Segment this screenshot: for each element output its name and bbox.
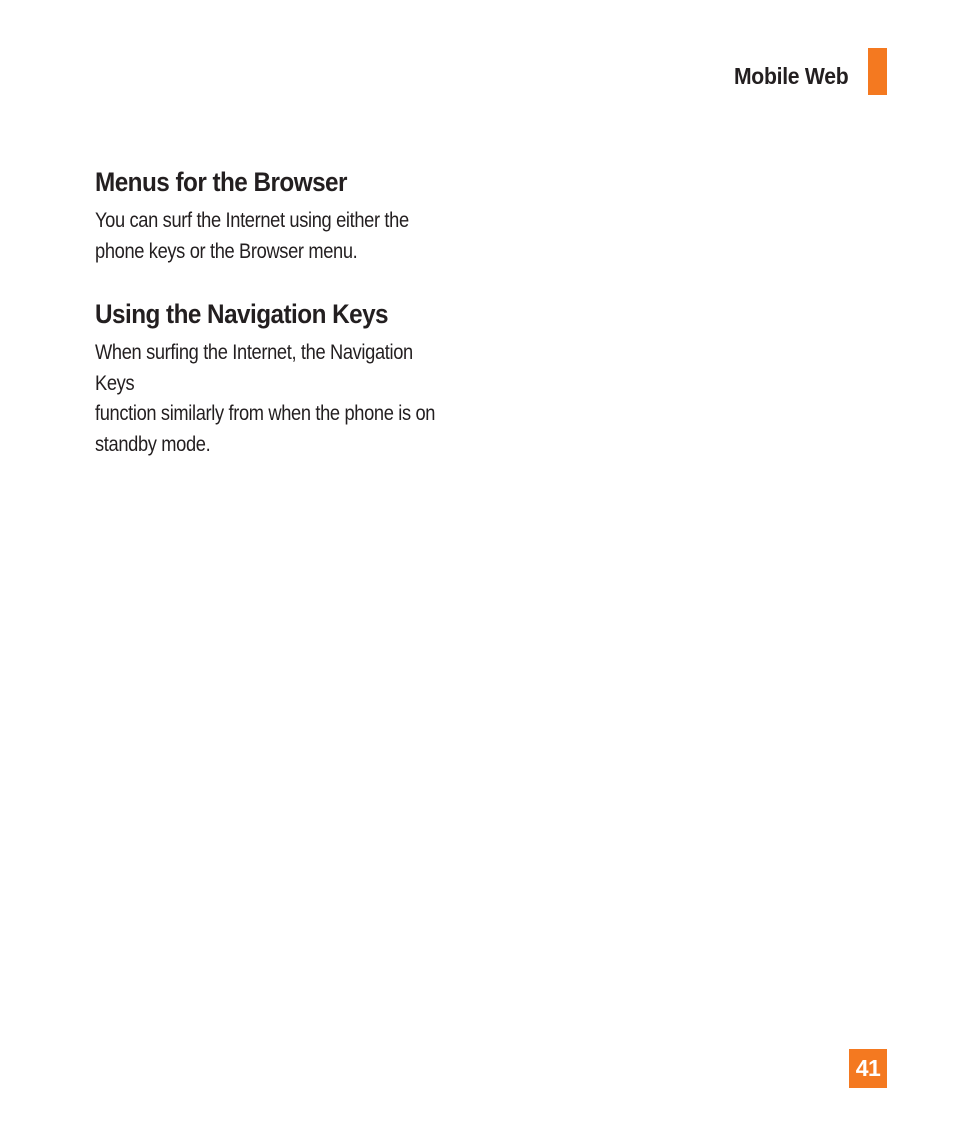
section-menus-for-browser (95, 163, 515, 267)
section-using-navigation-keys (95, 295, 515, 460)
section-title: Menus for the Browser (95, 167, 347, 197)
page-content (95, 163, 515, 460)
body-line: function similarly from when the phone is on (95, 402, 436, 425)
section-title: Using the Navigation Keys (95, 299, 389, 329)
header-accent-tab (868, 48, 887, 95)
body-line: When surfing the Internet, the Navigation Keys (95, 341, 413, 395)
section-body (95, 338, 447, 460)
body-line: standby mode. (95, 432, 211, 456)
section-body (95, 206, 447, 267)
page-number: 41 (849, 1049, 887, 1088)
running-header: Mobile Web (733, 63, 848, 89)
body-line: You can surf the Internet using either the (95, 209, 409, 232)
body-line: phone keys or the Browser menu. (95, 239, 358, 263)
